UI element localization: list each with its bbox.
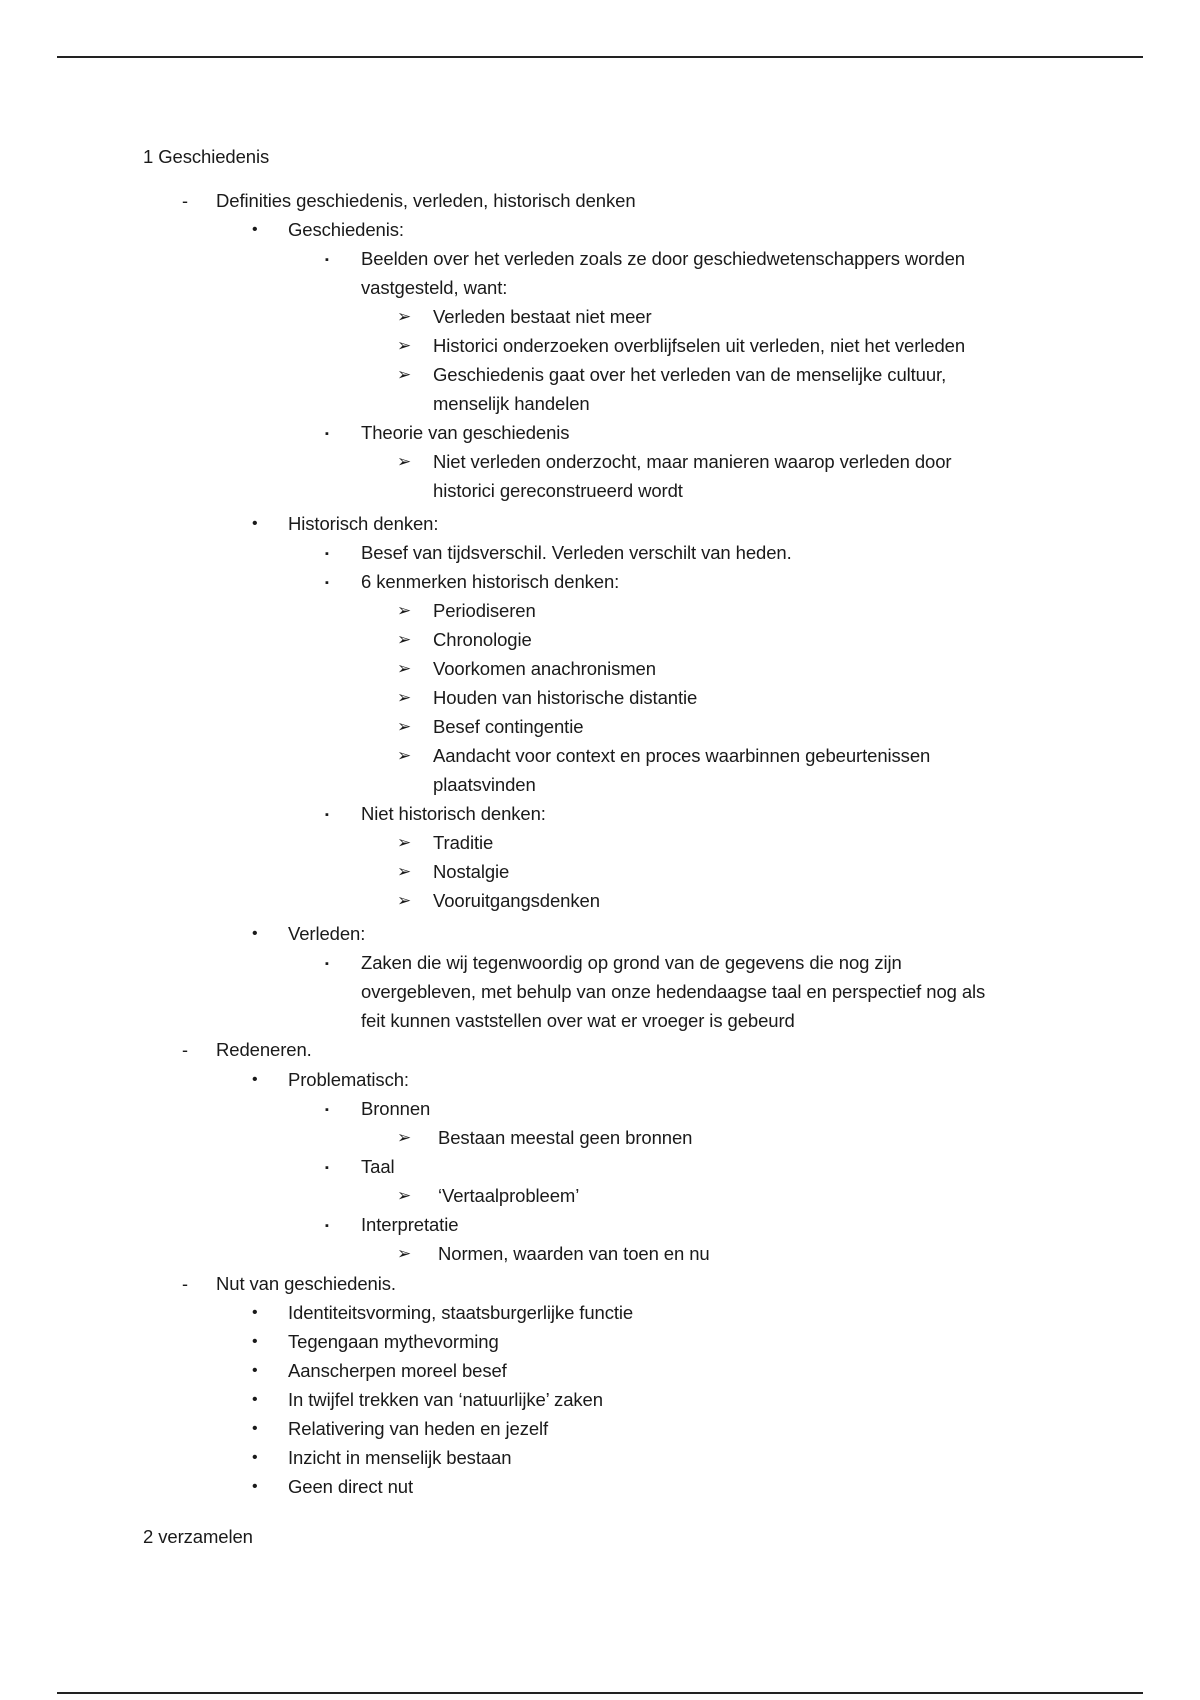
arrow-marker: ➢ (397, 833, 412, 852)
list-item-text: In twijfel trekken van ‘natuurlijke’ zaken (288, 1389, 603, 1410)
list-item-text: Bestaan meestal geen bronnen (438, 1127, 693, 1148)
arrow-marker: ➢ (397, 365, 412, 384)
list-item-kenmerk (397, 686, 698, 710)
list-item-text: Problematisch: (288, 1069, 409, 1090)
arrow-marker: ➢ (397, 601, 412, 620)
arrow-marker: ➢ (397, 746, 412, 765)
list-item-text: Tegengaan mythevorming (288, 1331, 499, 1352)
bullet-marker: • (252, 1362, 258, 1379)
list-item-text: Identiteitsvorming, staatsburgerlijke functie (288, 1302, 634, 1323)
square-marker: ▪ (325, 548, 329, 560)
list-item-bronnen-sub (397, 1126, 693, 1150)
list-item-text: Besef contingentie (433, 716, 584, 737)
list-item-text: ‘Vertaalprobleem’ (438, 1185, 580, 1206)
list-item-niet-historisch (325, 802, 546, 826)
list-item-text: Inzicht in menselijk bestaan (288, 1447, 512, 1468)
heading-1 (143, 145, 269, 169)
square-marker: ▪ (325, 1220, 329, 1232)
list-item-nut-point (252, 1388, 603, 1412)
square-marker: ▪ (325, 577, 329, 589)
list-item-continuation (433, 479, 683, 503)
list-item-redeneren (182, 1038, 312, 1062)
list-item-geschiedenis (252, 218, 404, 242)
list-item-nut-point (252, 1330, 499, 1354)
list-item-niet (397, 860, 510, 884)
list-item-text: Aanscherpen moreel besef (288, 1360, 507, 1381)
list-item-text: Redeneren. (216, 1039, 312, 1060)
list-item-verleden (252, 922, 366, 946)
bullet-marker: • (252, 221, 258, 238)
list-item-text: Aandacht voor context en proces waarbinnen gebeurtenissen (433, 745, 931, 766)
list-item-beelden (325, 247, 965, 271)
list-item-text: Bronnen (361, 1098, 431, 1119)
bullet-marker: • (252, 1304, 258, 1321)
bullet-marker: • (252, 1333, 258, 1350)
list-item-text: Verleden: (288, 923, 366, 944)
list-item-taal (325, 1155, 395, 1179)
list-item-problematisch (252, 1068, 409, 1092)
list-item-continuation (361, 1009, 795, 1033)
arrow-marker: ➢ (397, 452, 412, 471)
list-item-text: Besef van tijdsverschil. Verleden verschilt van heden. (361, 542, 792, 563)
list-item-text: Vooruitgangsdenken (433, 890, 600, 911)
bullet-marker: • (252, 1391, 258, 1408)
list-item-nut-point (252, 1446, 512, 1470)
bullet-marker: • (252, 925, 258, 942)
list-item-text: Nostalgie (433, 861, 510, 882)
square-marker: ▪ (325, 1104, 329, 1116)
arrow-marker: ➢ (397, 717, 412, 736)
list-item-text: Niet verleden onderzocht, maar manieren waarop verleden door (433, 451, 952, 472)
list-item-text: feit kunnen vaststellen over wat er vroeger is gebeurd (361, 1010, 795, 1031)
bullet-marker: • (252, 1449, 258, 1466)
square-marker: ▪ (325, 254, 329, 266)
list-item-text: Theorie van geschiedenis (361, 422, 570, 443)
list-item-kenmerk (397, 599, 536, 623)
list-item-historisch-denken (252, 512, 439, 536)
square-marker: ▪ (325, 428, 329, 440)
heading-2 (143, 1525, 253, 1549)
list-item-text: Geen direct nut (288, 1476, 413, 1497)
list-item-text: Definities geschiedenis, verleden, historisch denken (216, 190, 636, 211)
footer-rule (57, 1692, 1143, 1694)
list-item-bronnen (325, 1097, 431, 1121)
arrow-marker: ➢ (397, 891, 412, 910)
dash-marker: - (182, 1274, 188, 1294)
heading-2-text: 2 verzamelen (143, 1526, 253, 1547)
list-item-text: Chronologie (433, 629, 532, 650)
list-item-taal-sub (397, 1184, 580, 1208)
list-item-text: Periodiseren (433, 600, 536, 621)
list-item-text: Zaken die wij tegenwoordig op grond van de gegevens die nog zijn (361, 952, 902, 973)
list-item-verleden-detail (325, 951, 902, 975)
list-item-text: Beelden over het verleden zoals ze door geschiedwetenschappers worden (361, 248, 965, 269)
list-item-kenmerk (397, 715, 584, 739)
list-item-text: Normen, waarden van toen en nu (438, 1243, 710, 1264)
list-item-kenmerk (397, 657, 656, 681)
square-marker: ▪ (325, 958, 329, 970)
heading-1-text: 1 Geschiedenis (143, 146, 270, 167)
list-item-continuation (433, 773, 536, 797)
list-item-text: menselijk handelen (433, 393, 590, 414)
list-item-text: Relativering van heden en jezelf (288, 1418, 549, 1439)
list-item-besef (325, 541, 792, 565)
list-item-text: Traditie (433, 832, 494, 853)
bullet-marker: • (252, 1420, 258, 1437)
list-item-nut-point (252, 1301, 634, 1325)
dash-marker: - (182, 1040, 188, 1060)
square-marker: ▪ (325, 1162, 329, 1174)
list-item-theorie-detail (397, 450, 952, 474)
list-item-continuation (361, 276, 507, 300)
list-item-text: Voorkomen anachronismen (433, 658, 656, 679)
list-item-definities (182, 189, 636, 213)
arrow-marker: ➢ (397, 688, 412, 707)
list-item-continuation (361, 980, 985, 1004)
list-item-text: plaatsvinden (433, 774, 536, 795)
list-item-text: Houden van historische distantie (433, 687, 698, 708)
list-item-reason (397, 305, 652, 329)
list-item-kenmerk (397, 628, 532, 652)
arrow-marker: ➢ (397, 630, 412, 649)
list-item-text: overgebleven, met behulp van onze hedendaagse taal en perspectief nog als (361, 981, 986, 1002)
list-item-nut-point (252, 1417, 549, 1441)
dash-marker: - (182, 191, 188, 211)
list-item-text: Historisch denken: (288, 513, 439, 534)
list-item-nut (182, 1272, 396, 1296)
square-marker: ▪ (325, 809, 329, 821)
list-item-nut-point (252, 1475, 413, 1499)
list-item-text: historici gereconstrueerd wordt (433, 480, 683, 501)
list-item-theorie (325, 421, 570, 445)
list-item-text: Interpretatie (361, 1214, 459, 1235)
list-item-kenmerken (325, 570, 620, 594)
list-item-text: Historici onderzoeken overblijfselen uit verleden, niet het verleden (433, 335, 966, 356)
bullet-marker: • (252, 1071, 258, 1088)
arrow-marker: ➢ (397, 1186, 412, 1205)
arrow-marker: ➢ (397, 862, 412, 881)
list-item-kenmerk (397, 744, 931, 768)
list-item-text: Verleden bestaat niet meer (433, 306, 652, 327)
bullet-marker: • (252, 1478, 258, 1495)
list-item-text: 6 kenmerken historisch denken: (361, 571, 620, 592)
list-item-interpretatie (325, 1213, 459, 1237)
list-item-text: Niet historisch denken: (361, 803, 546, 824)
arrow-marker: ➢ (397, 1244, 412, 1263)
arrow-marker: ➢ (397, 307, 412, 326)
arrow-marker: ➢ (397, 1128, 412, 1147)
arrow-marker: ➢ (397, 336, 412, 355)
list-item-text: Nut van geschiedenis. (216, 1273, 396, 1294)
list-item-niet (397, 889, 600, 913)
list-item-continuation (433, 392, 590, 416)
list-item-text: Taal (361, 1156, 395, 1177)
list-item-text: vastgesteld, want: (361, 277, 508, 298)
list-item-reason (397, 363, 947, 387)
list-item-reason (397, 334, 966, 358)
list-item-interpretatie-sub (397, 1242, 710, 1266)
bullet-marker: • (252, 515, 258, 532)
list-item-text: Geschiedenis gaat over het verleden van de menselijke cultuur, (433, 364, 947, 385)
list-item-nut-point (252, 1359, 507, 1383)
arrow-marker: ➢ (397, 659, 412, 678)
list-item-niet (397, 831, 494, 855)
list-item-text: Geschiedenis: (288, 219, 404, 240)
